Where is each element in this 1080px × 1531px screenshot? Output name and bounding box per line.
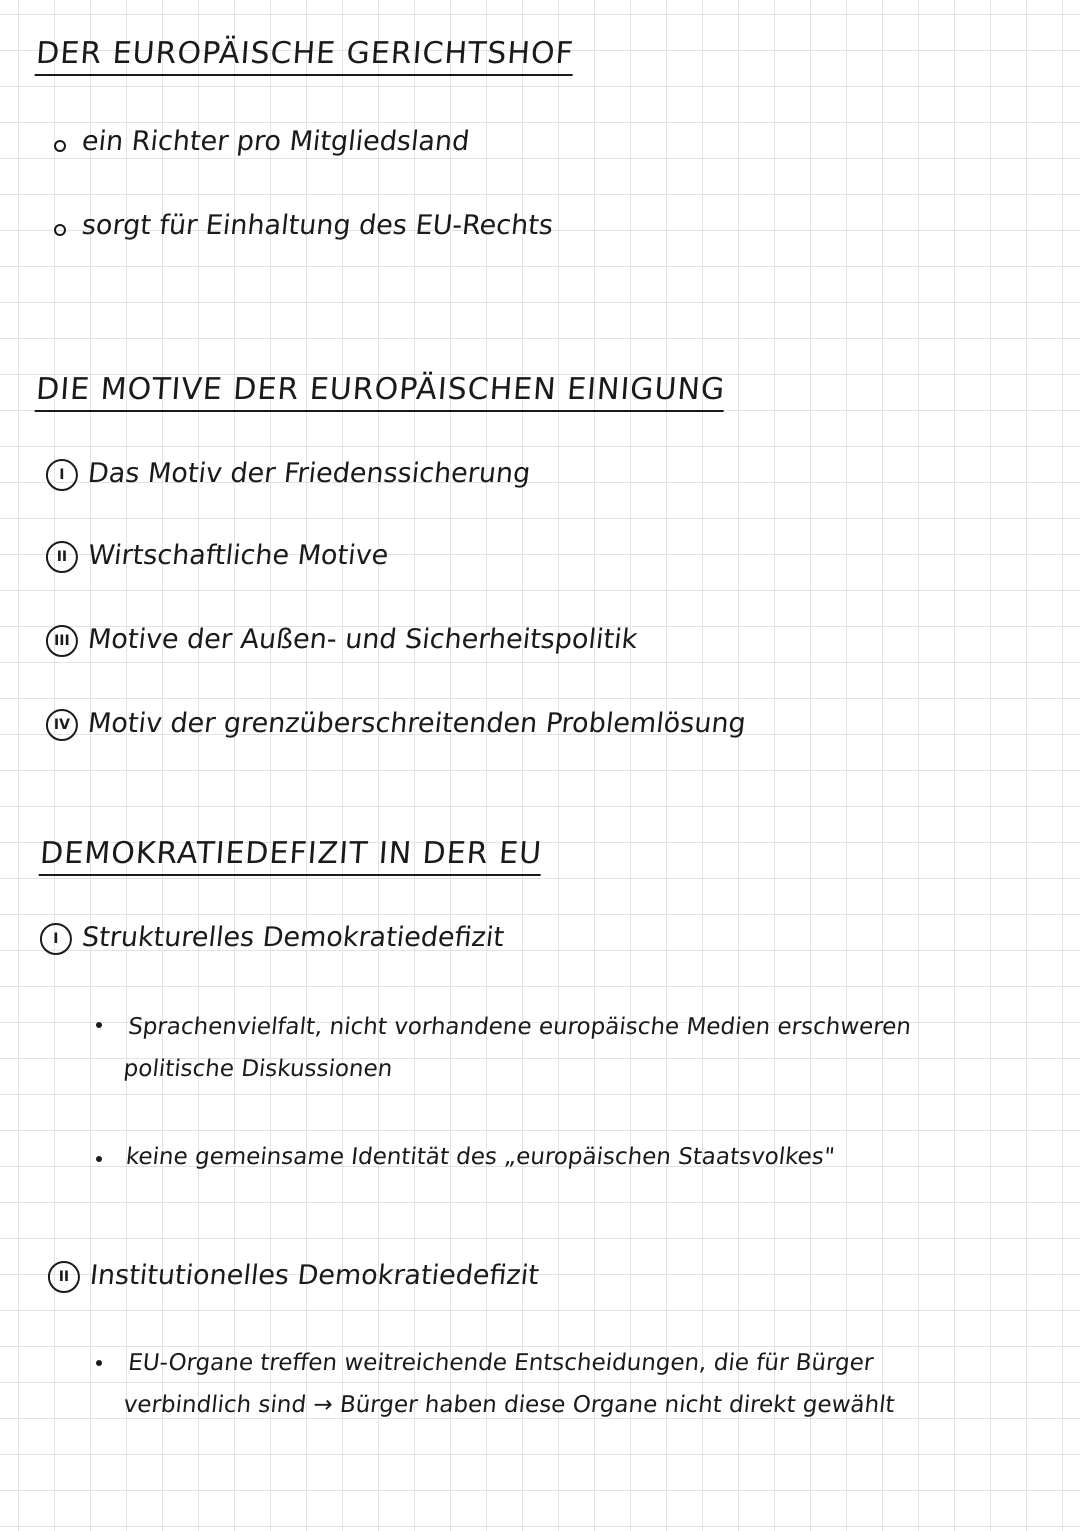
list-item: sorgt für Einhaltung des EU-Rechts [80, 210, 555, 241]
bullet-icon [96, 1022, 102, 1028]
section-title-motive: DIE MOTIVE DER EUROPÄISCHEN EINIGUNG [35, 372, 727, 412]
section-title-demokratiedefizit: DEMOKRATIEDEFIZIT IN DER EU [39, 836, 544, 876]
numeral-2-icon: II [48, 1261, 80, 1293]
bullet-icon [54, 140, 66, 152]
list-item: Sprachenvielfalt, nicht vorhandene europäische Medien erschweren politische Diskussionen [122, 1014, 913, 1082]
numeral-2-icon: II [46, 541, 78, 573]
subsection-text: Institutionelles Demokratiedefizit [88, 1260, 541, 1291]
motive-item-2 [44, 540, 390, 573]
subsection-heading-institutionell [46, 1260, 540, 1293]
motive-text: Wirtschaftliche Motive [86, 540, 390, 571]
motive-item-4 [44, 708, 747, 741]
list-item: EU-Organe treffen weitreichende Entscheidungen, die für Bürger verbindlich sind → Bürger haben diese Organe nicht direkt gewählt [122, 1350, 896, 1418]
motive-text: Das Motiv der Friedenssicherung [86, 458, 532, 489]
subsection-text: Strukturelles Demokratiedefizit [80, 922, 506, 953]
bullet-icon [96, 1156, 102, 1162]
bullet-icon [54, 224, 66, 236]
list-item: ein Richter pro Mitgliedsland [80, 126, 471, 157]
motive-item-1 [44, 458, 532, 491]
motive-text: Motive der Außen- und Sicherheitspolitik [86, 624, 639, 655]
numeral-1-icon: I [46, 459, 78, 491]
bullet-icon [96, 1360, 102, 1366]
motive-item-3 [44, 624, 639, 657]
motive-text: Motiv der grenzüberschreitenden Problemlösung [86, 708, 748, 739]
numeral-4-icon: IV [46, 709, 78, 741]
numeral-1-icon: I [40, 923, 72, 955]
section-title-gerichtshof: DER EUROPÄISCHE GERICHTSHOF [35, 36, 575, 76]
numeral-3-icon: III [46, 625, 78, 657]
subsection-heading-strukturell [38, 922, 505, 955]
list-item: keine gemeinsame Identität des „europäischen Staatsvolkes" [124, 1144, 836, 1170]
